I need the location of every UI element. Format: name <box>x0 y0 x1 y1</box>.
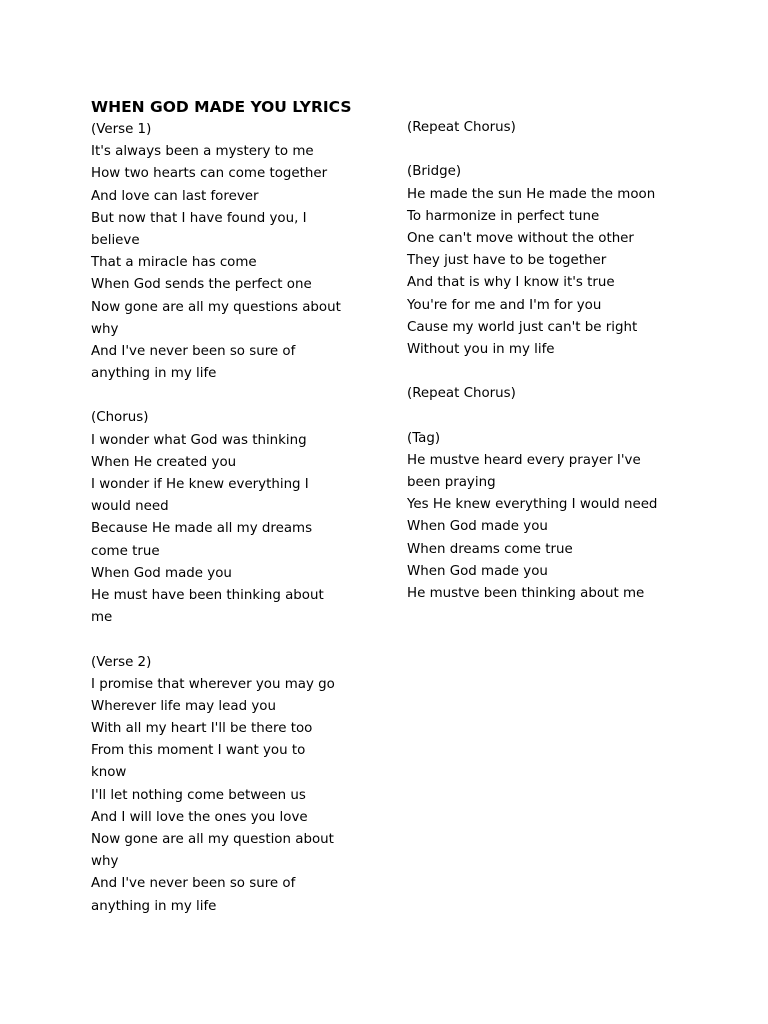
lyric-line: When dreams come true <box>407 541 573 557</box>
blank-line <box>407 405 747 427</box>
lyric-line: Without you in my life <box>407 341 555 357</box>
lyric-line: (Verse 1) <box>91 122 152 137</box>
lyric-line: I promise that wherever you may go <box>91 676 335 692</box>
blank-line <box>407 139 747 161</box>
blank-line <box>91 385 391 407</box>
lyric-line: anything in my life <box>91 898 217 914</box>
lyric-line: would need <box>91 499 169 515</box>
lyric-line: anything in my life <box>91 366 217 382</box>
lyric-line: (Bridge) <box>407 164 462 180</box>
lyric-line: From this moment I want you to <box>91 743 306 759</box>
lyric-line: I wonder what God was thinking <box>91 432 307 448</box>
lyric-line: They just have to be together <box>407 253 607 269</box>
lyric-line: He mustve heard every prayer I've <box>407 452 641 468</box>
lyric-line: When He created you <box>91 454 237 470</box>
lyric-line: Wherever life may lead you <box>91 698 276 714</box>
lyric-line: I wonder if He knew everything I <box>91 477 309 492</box>
lyric-line: When God sends the perfect one <box>91 277 312 293</box>
lyric-line: He mustve been thinking about me <box>407 585 645 601</box>
lyric-line: (Verse 2) <box>91 654 152 670</box>
lyric-line: Yes He knew everything I would need <box>407 497 658 513</box>
lyric-line: Now gone are all my question about <box>91 832 334 847</box>
lyric-line: (Repeat Chorus) <box>407 386 516 402</box>
lyric-line: (Repeat Chorus) <box>407 120 516 135</box>
lyric-line: been praying <box>407 475 496 490</box>
lyric-line: And I've never been so sure of <box>91 343 296 359</box>
lyric-line: why <box>91 854 119 870</box>
lyric-line: (Tag) <box>407 430 441 446</box>
lyric-line: why <box>91 321 119 337</box>
lyric-line: Cause my world just can't be right <box>407 319 638 335</box>
lyric-line: When God made you <box>91 565 232 581</box>
lyric-line: With all my heart I'll be there too <box>91 721 313 737</box>
lyric-line: He must have been thinking about <box>91 587 324 603</box>
lyric-line: Now gone are all my questions about <box>91 299 341 315</box>
lyric-line: me <box>91 610 113 626</box>
lyric-line: come true <box>91 543 160 559</box>
lyric-line: (Chorus) <box>91 410 149 426</box>
lyric-line: know <box>91 765 127 781</box>
page-title: WHEN GOD MADE YOU LYRICS <box>91 98 352 116</box>
lyric-line: How two hearts can come together <box>91 166 328 182</box>
lyric-line: I'll let nothing come between us <box>91 787 306 803</box>
lyrics-left-column <box>91 119 391 918</box>
lyric-line: You're for me and I'm for you <box>407 297 602 313</box>
lyric-line: One can't move without the other <box>407 230 634 246</box>
blank-line <box>407 361 747 383</box>
lyric-line: That a miracle has come <box>91 255 257 271</box>
lyric-line: When God made you <box>407 519 548 535</box>
lyric-line: But now that I have found you, I <box>91 210 307 226</box>
lyric-line: And that is why I know it's true <box>407 275 615 291</box>
lyric-line: To harmonize in perfect tune <box>407 208 600 224</box>
lyrics-right-column <box>407 117 747 605</box>
lyric-line: And I will love the ones you love <box>91 809 308 825</box>
blank-line <box>91 629 391 651</box>
lyric-line: He made the sun He made the moon <box>407 186 656 202</box>
lyric-line: When God made you <box>407 563 548 579</box>
lyric-line: Because He made all my dreams <box>91 521 313 537</box>
lyric-line: And love can last forever <box>91 188 259 204</box>
lyric-line: And I've never been so sure of <box>91 876 296 892</box>
lyric-line: believe <box>91 232 140 248</box>
lyric-line: It's always been a mystery to me <box>91 144 314 160</box>
